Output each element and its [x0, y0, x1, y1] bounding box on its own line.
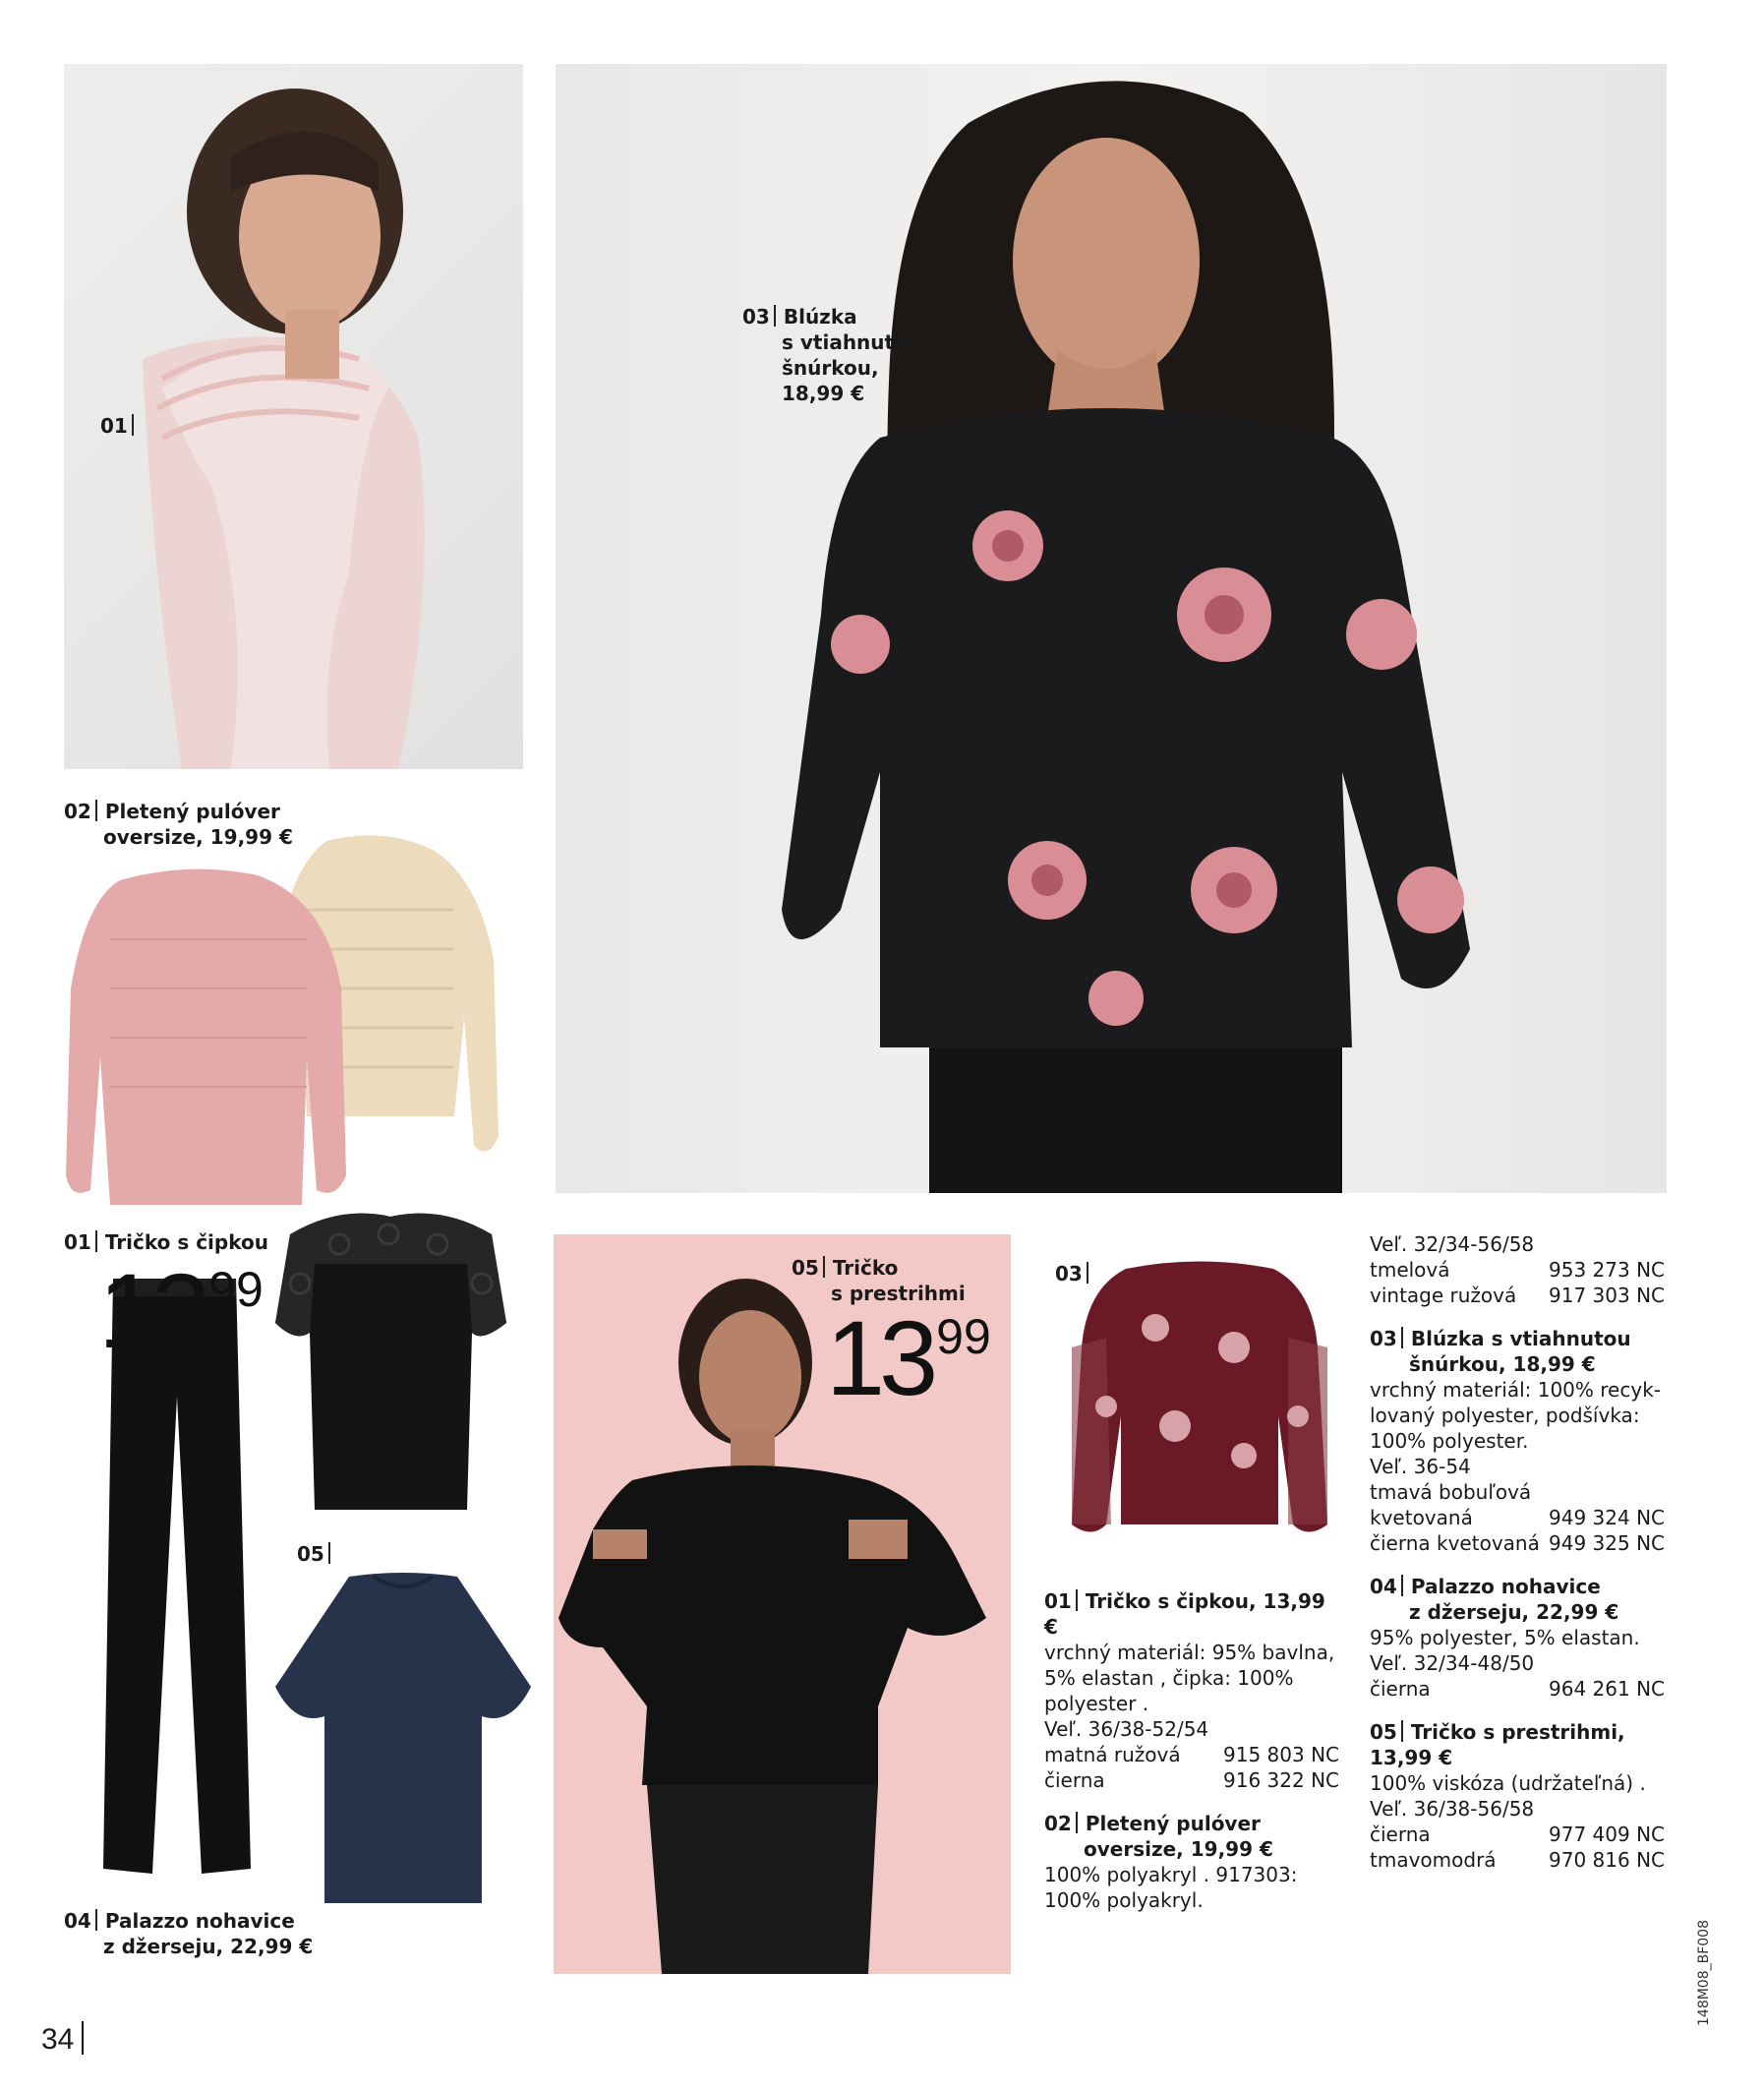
label-number: 03: [1055, 1262, 1083, 1285]
description-text: tmavá bobuľová: [1370, 1480, 1532, 1504]
description-text: Veľ. 32/34-48/50: [1370, 1651, 1535, 1675]
description-text: 5% elastan , čipka: 100%: [1044, 1666, 1294, 1690]
separator-bar: [328, 1542, 330, 1564]
label-product-04: [64, 1908, 313, 1959]
label-product-01-top: [100, 413, 142, 439]
label-line: 18,99 €: [782, 382, 865, 405]
description-text: 100% viskóza (udržateľná) .: [1370, 1771, 1646, 1795]
label-number: 05: [297, 1542, 324, 1566]
description-text: 100% polyester.: [1370, 1429, 1529, 1453]
description-heading: 03 Blúzka s vtiahnutou šnúrkou, 18,99 €: [1370, 1327, 1631, 1376]
price-integer: 13: [98, 1251, 206, 1370]
description-heading: 01 Tričko s čipkou, 13,99 €: [1044, 1589, 1325, 1639]
description-product-02: [1044, 1811, 1339, 1913]
label-number: 01: [64, 1230, 91, 1254]
description-text: vrchný materiál: 100% recyk-: [1370, 1378, 1661, 1402]
lace-tshirt-illustration: [270, 1205, 511, 1515]
description-text: Veľ. 36/38-56/58: [1370, 1797, 1535, 1821]
description-heading: 04 Palazzo nohavice z džerseju, 22,99 €: [1370, 1575, 1619, 1624]
description-text: 100% polyakryl . 917303:: [1044, 1863, 1298, 1886]
separator-bar: [1087, 1262, 1088, 1284]
description-heading: 02 Pletený pulóver oversize, 19,99 €: [1044, 1812, 1273, 1861]
separator-bar: [823, 1256, 825, 1278]
price-product-05: [826, 1298, 991, 1417]
label-number: 04: [64, 1909, 91, 1933]
photo-palazzo-trousers: [93, 1279, 256, 1888]
label-number: 05: [792, 1256, 819, 1280]
variant-row: čierna 977 409 NC: [1370, 1823, 1665, 1846]
description-text: Veľ. 36/38-52/54: [1044, 1717, 1209, 1741]
variant-row: kvetovaná 949 324 NC: [1370, 1506, 1665, 1529]
description-product-04: [1370, 1574, 1665, 1702]
description-text: vrchný materiál: 95% bavlna,: [1044, 1641, 1335, 1664]
separator-bar: [774, 305, 776, 327]
description-product-02-continued: [1370, 1231, 1665, 1308]
description-product-03: [1370, 1326, 1665, 1556]
variant-row: čierna kvetovaná 949 325 NC: [1370, 1531, 1665, 1555]
description-product-05: [1370, 1719, 1665, 1873]
price-integer: 13: [826, 1298, 933, 1417]
floral-blouse-illustration: [556, 64, 1667, 1193]
description-column-right: [1370, 1231, 1665, 1873]
page-number: 34: [41, 2021, 84, 2057]
navy-tshirt-illustration: [270, 1569, 536, 1908]
label-number: 01: [100, 414, 128, 438]
sweaters-illustration: [61, 821, 528, 1205]
photo-oversize-sweaters: [61, 821, 528, 1205]
label-line: oversize, 19,99 €: [103, 825, 293, 849]
variant-row: čierna 916 322 NC: [1044, 1768, 1339, 1792]
variant-row: matná ružová 915 803 NC: [1044, 1743, 1339, 1766]
separator-bar: [95, 1230, 97, 1252]
description-text: polyester .: [1044, 1692, 1149, 1715]
description-heading: 05 Tričko s prestrihmi, 13,99 €: [1370, 1720, 1625, 1769]
label-line: s vtiahnutou: [782, 330, 922, 354]
description-text: 100% polyakryl.: [1044, 1888, 1204, 1912]
catalog-code: 148M08_BF008: [1696, 1920, 1712, 2026]
separator-bar: [82, 2021, 84, 2055]
label-line: Tričko s čipkou: [104, 1230, 268, 1254]
label-line: Palazzo nohavice: [104, 1909, 295, 1933]
variant-row: vintage ružová 917 303 NC: [1370, 1284, 1665, 1307]
trousers-illustration: [93, 1279, 256, 1888]
label-line: z džerseju, 22,99 €: [103, 1935, 314, 1958]
variant-row: tmavomodrá 970 816 NC: [1370, 1848, 1665, 1872]
label-line: Blúzka: [783, 305, 857, 329]
separator-bar: [95, 800, 97, 821]
photo-burgundy-blouse: [1067, 1259, 1332, 1544]
label-product-02: [64, 799, 293, 850]
label-number: 02: [64, 800, 91, 823]
photo-navy-tshirt: [270, 1569, 536, 1908]
label-line: s prestrihmi: [831, 1282, 966, 1305]
label-product-05-small: [297, 1541, 338, 1567]
price-product-01: [98, 1251, 264, 1370]
label-number: 03: [742, 305, 770, 329]
photo-floral-blouse-model: [556, 64, 1667, 1193]
price-decimal: 99: [208, 1262, 264, 1317]
label-line: Tričko: [832, 1256, 899, 1280]
variant-row: čierna 964 261 NC: [1370, 1677, 1665, 1701]
separator-bar: [95, 1909, 97, 1931]
description-text: Veľ. 32/34-56/58: [1370, 1232, 1535, 1256]
label-line: šnúrkou,: [782, 356, 879, 380]
photo-lace-tshirt: [270, 1205, 511, 1515]
label-product-03-top: [742, 304, 921, 406]
description-product-01: [1044, 1588, 1339, 1793]
description-text: lovaný polyester, podšívka:: [1370, 1404, 1640, 1427]
description-text: 95% polyester, 5% elastan.: [1370, 1626, 1640, 1649]
burgundy-blouse-illustration: [1067, 1259, 1332, 1544]
description-column-middle: [1044, 1588, 1339, 1913]
description-text: Veľ. 36-54: [1370, 1455, 1471, 1478]
price-decimal: 99: [936, 1309, 991, 1364]
label-line: Pletený pulóver: [104, 800, 280, 823]
label-product-03-small: [1055, 1261, 1096, 1286]
variant-row: tmelová 953 273 NC: [1370, 1258, 1665, 1282]
separator-bar: [132, 414, 134, 436]
